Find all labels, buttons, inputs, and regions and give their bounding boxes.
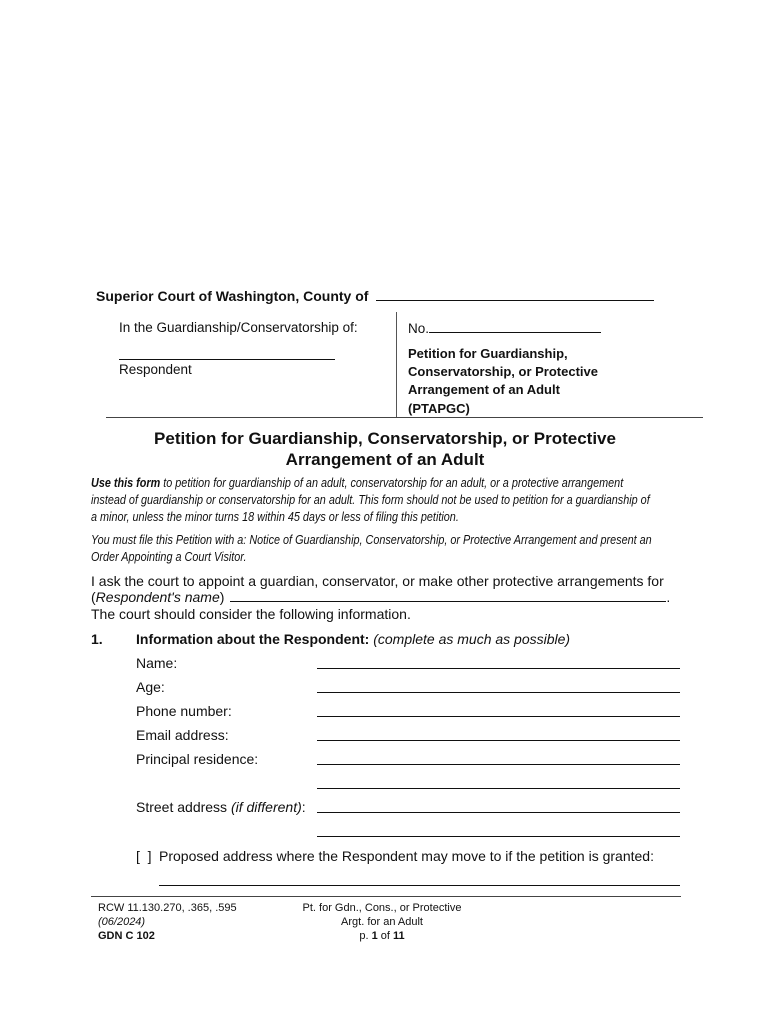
section-hint: (complete as much as possible) bbox=[373, 631, 571, 647]
email-field[interactable] bbox=[317, 740, 680, 741]
footer-short-title: Argt. for an Adult bbox=[341, 916, 423, 928]
principal-residence-field-1[interactable] bbox=[317, 764, 680, 765]
court-line bbox=[96, 288, 654, 304]
caption-vertical-divider bbox=[396, 312, 397, 418]
section-number: 1. bbox=[91, 631, 103, 647]
must-file-instructions bbox=[91, 532, 652, 566]
age-label: Age: bbox=[136, 679, 165, 695]
principal-residence-label: Principal residence: bbox=[136, 751, 259, 767]
footer-divider bbox=[91, 896, 681, 897]
footer-short-title: Pt. for Gdn., Cons., or Protective bbox=[302, 902, 462, 914]
instruction-line: a minor, unless the minor turns 18 within 45 days or less of filing this petition. bbox=[91, 510, 459, 524]
court-label: Superior Court of Washington, County of bbox=[96, 288, 369, 304]
instruction-line: instead of guardianship or conservatorship for an adult. This form should not be used to petition for a guardianship of bbox=[91, 493, 650, 507]
instruction-line: You must file this Petition with a: Notice of Guardianship, Conservatorship, or Protective Arrangement and present an bbox=[91, 533, 652, 547]
doc-code: (PTAPGC) bbox=[408, 401, 470, 416]
page-number: p. 1 of 11 bbox=[359, 930, 405, 942]
instruction-line: Order Appointing a Court Visitor. bbox=[91, 550, 247, 564]
section-heading-text: Information about the Respondent: bbox=[136, 631, 370, 647]
county-blank[interactable] bbox=[376, 300, 654, 301]
respondent-name-blank[interactable] bbox=[119, 359, 335, 360]
street-address-hint: (if different) bbox=[230, 799, 302, 815]
proposed-address-field[interactable] bbox=[159, 885, 680, 886]
request-line-1: I ask the court to appoint a guardian, conservator, or make other protective arrangements for bbox=[91, 573, 664, 589]
caption-horizontal-divider bbox=[106, 417, 703, 418]
street-address-label: Street address (if different): bbox=[136, 799, 306, 815]
street-address-field-1[interactable] bbox=[317, 812, 680, 813]
request-line-3: The court should consider the following information. bbox=[91, 606, 411, 622]
name-field[interactable] bbox=[317, 668, 680, 669]
case-no-label: No. bbox=[408, 321, 430, 336]
case-number bbox=[408, 321, 601, 336]
principal-residence-field-2[interactable] bbox=[317, 788, 680, 789]
email-label: Email address: bbox=[136, 727, 229, 743]
footer-left bbox=[98, 901, 237, 943]
use-form-instructions bbox=[91, 475, 650, 526]
title-line: Arrangement of an Adult bbox=[285, 450, 485, 469]
case-no-blank[interactable] bbox=[429, 332, 601, 333]
instruction-line: Use this form to petition for guardianship of an adult, conservatorship for an adult, or a protective arrangement bbox=[91, 476, 624, 490]
respondent-name-field[interactable] bbox=[230, 601, 666, 602]
footer-form-code: GDN C 102 bbox=[98, 930, 155, 942]
footer-rcw: RCW 11.130.270, .365, .595 bbox=[98, 902, 237, 914]
proposed-address-checkbox[interactable]: [ ] bbox=[136, 848, 152, 864]
proposed-address-label: Proposed address where the Respondent may move to if the petition is granted: bbox=[159, 848, 654, 864]
street-address-field-2[interactable] bbox=[317, 836, 680, 837]
use-lead: Use this form bbox=[91, 476, 161, 490]
caption-title-line: Conservatorship, or Protective bbox=[408, 364, 598, 379]
age-field[interactable] bbox=[317, 692, 680, 693]
section-heading bbox=[136, 631, 570, 647]
respondent-name-label: Respondent's name bbox=[95, 589, 220, 605]
footer-center bbox=[282, 901, 482, 943]
phone-field[interactable] bbox=[317, 716, 680, 717]
in-the-matter-label: In the Guardianship/Conservatorship of: bbox=[119, 320, 358, 335]
page-title bbox=[100, 428, 670, 470]
phone-label: Phone number: bbox=[136, 703, 232, 719]
title-line: Petition for Guardianship, Conservatorship, or Protective bbox=[154, 429, 616, 448]
request-line-2: (Respondent's name) . bbox=[91, 589, 671, 605]
name-label: Name: bbox=[136, 655, 178, 671]
respondent-label: Respondent bbox=[119, 362, 192, 377]
caption-title-line: Petition for Guardianship, bbox=[408, 346, 568, 361]
footer-date: (06/2024) bbox=[98, 916, 146, 928]
caption-doc-title bbox=[408, 345, 598, 399]
caption-title-line: Arrangement of an Adult bbox=[408, 382, 560, 397]
